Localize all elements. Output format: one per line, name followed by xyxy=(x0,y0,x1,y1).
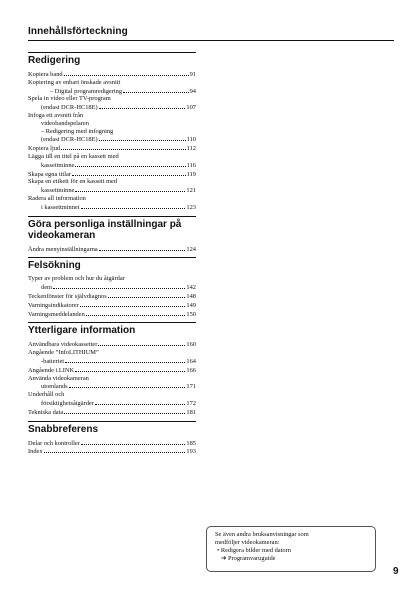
toc-section-title: Snabbreferens xyxy=(28,421,196,435)
info-box xyxy=(206,526,376,572)
info-box-arrow-line: ➔ Programvaruguide xyxy=(221,555,276,562)
toc-section-title: Redigering xyxy=(28,52,196,66)
toc-leader-dots xyxy=(65,357,185,363)
toc-section-title: Göra personliga inställningar på videokameran xyxy=(28,216,196,241)
toc-page-number: 142 xyxy=(186,284,196,292)
toc-leader-dots xyxy=(75,366,185,372)
toc-leader-dots xyxy=(98,340,185,346)
toc-page-number: 185 xyxy=(186,439,196,447)
toc-leader-dots xyxy=(75,161,185,167)
toc-leader-dots xyxy=(64,70,189,76)
toc-entry-text: Teckenfönster för självdiagnos xyxy=(28,292,107,300)
toc-entry[interactable] xyxy=(28,349,196,366)
toc-entry[interactable] xyxy=(28,292,196,301)
toc-page-number: 193 xyxy=(186,448,196,456)
toc-entry[interactable] xyxy=(28,275,196,292)
toc-entry[interactable] xyxy=(28,195,196,212)
toc-page-number: 121 xyxy=(186,187,196,195)
toc-entry[interactable] xyxy=(28,391,196,408)
toc-entry-text: Kopiera band xyxy=(28,71,63,78)
toc-leader-dots xyxy=(99,245,186,251)
toc-leader-dots xyxy=(69,382,186,388)
toc-page-number: 112 xyxy=(186,145,196,153)
toc-page-number: 181 xyxy=(186,408,196,416)
toc-entry-text: Radera all information xyxy=(28,194,86,202)
toc-entry-text: dem xyxy=(41,284,53,292)
toc-entry[interactable] xyxy=(28,310,196,319)
toc-entry[interactable] xyxy=(28,245,196,254)
toc-entry-text: Varningsmeddelanden xyxy=(28,310,85,318)
toc-page-number: 123 xyxy=(186,203,196,211)
toc-entry-text: (endast DCR-HC18E) xyxy=(41,104,98,112)
toc-entry[interactable] xyxy=(28,112,196,144)
toc-page-number: 171 xyxy=(186,383,196,391)
toc-entry-text: i kassettminnet xyxy=(41,203,80,211)
toc-entry-text: Spela in video eller TV-program xyxy=(28,95,111,103)
toc-leader-dots xyxy=(80,301,186,307)
toc-entry[interactable] xyxy=(28,340,196,349)
toc-entry[interactable] xyxy=(28,170,196,179)
toc-entry-text: Använda videokameran xyxy=(28,374,89,382)
toc-page-number: 116 xyxy=(186,161,196,169)
toc-entry[interactable] xyxy=(28,366,196,375)
toc-page-number: 172 xyxy=(186,399,196,407)
toc-entry-text: (endast DCR-HC18E) xyxy=(41,136,98,144)
page-header xyxy=(28,26,394,41)
toc-entry[interactable] xyxy=(28,95,196,112)
toc-entry[interactable] xyxy=(28,70,196,79)
toc-entry-text: Index xyxy=(28,448,43,456)
toc-section xyxy=(28,322,196,416)
toc-page-number: 164 xyxy=(186,357,196,365)
toc-leader-dots xyxy=(95,399,186,405)
toc-page-number: 166 xyxy=(186,366,196,374)
toc-section xyxy=(28,257,196,318)
toc-entry[interactable] xyxy=(28,439,196,448)
toc-entry-text: Typer av problem och hur du åtgärdar xyxy=(28,275,125,283)
toc-entry-text: – Digital programredigering xyxy=(50,87,123,95)
toc-leader-dots xyxy=(123,87,189,93)
page-header-title: Innehållsförteckning xyxy=(28,26,128,37)
toc-entry-text: Lägga till en titel på en kassett med xyxy=(28,152,119,160)
toc-entry-text: Delar och kontroller xyxy=(28,439,80,447)
toc-entry-text: kassettminne xyxy=(41,161,75,169)
toc-entry-text: – Redigering med infogning xyxy=(41,127,114,135)
toc-entry-text: Underhåll och xyxy=(28,391,65,399)
toc-page-number: 91 xyxy=(189,71,196,78)
toc-page-number: 160 xyxy=(186,341,196,349)
toc-leader-dots xyxy=(64,408,185,414)
toc-leader-dots xyxy=(81,203,186,209)
toc-page-number: 94 xyxy=(189,87,196,95)
toc-page-number: 148 xyxy=(186,292,196,300)
toc-page-number: 110 xyxy=(186,136,196,144)
toc-section xyxy=(28,421,196,457)
info-box-line: Se även andra bruksanvisningar som xyxy=(215,531,309,538)
toc-section-title: Ytterligare information xyxy=(28,322,196,336)
toc-entry-text: -batteriet xyxy=(41,357,65,365)
toc-leader-dots xyxy=(44,447,186,453)
info-box-line: medföljer videokameran: xyxy=(215,539,280,546)
toc-entry-text: försiktighetsåtgärder xyxy=(41,399,94,407)
toc-leader-dots xyxy=(75,186,185,192)
toc-leader-dots xyxy=(108,292,186,298)
toc-entry-text: videobandspelaren xyxy=(41,119,89,127)
toc-entry[interactable] xyxy=(28,178,196,195)
toc-entry-text: Infoga ett avsnitt från xyxy=(28,111,84,119)
toc-entry-text: Tekniska data xyxy=(28,408,64,416)
toc-page-number: 124 xyxy=(186,245,196,253)
page-number: 9 xyxy=(393,566,399,577)
toc-entry-text: Skapa egna titlar xyxy=(28,170,71,178)
toc-entry-text: utomlands xyxy=(41,383,68,391)
toc-section xyxy=(28,52,196,212)
toc-page-number: 149 xyxy=(186,301,196,309)
toc-entry[interactable] xyxy=(28,153,196,170)
toc-page-number: 150 xyxy=(186,310,196,318)
toc-page-number: 119 xyxy=(186,170,196,178)
info-box-bullet: • Redigera bilder med datorn xyxy=(217,547,291,554)
toc-section xyxy=(28,216,196,254)
toc-entry[interactable] xyxy=(28,375,196,392)
toc-leader-dots xyxy=(72,170,186,176)
toc-entry[interactable] xyxy=(28,408,196,417)
toc-leader-dots xyxy=(53,283,185,289)
toc-section-title: Felsökning xyxy=(28,257,196,271)
toc-entry[interactable] xyxy=(28,301,196,310)
toc-leader-dots xyxy=(99,135,186,141)
toc-entry[interactable] xyxy=(28,144,196,153)
toc-entry-text: Skapa en etikett för en kassett med xyxy=(28,178,118,186)
toc-entry-text: Varningsindikatorer xyxy=(28,301,79,309)
toc-leader-dots xyxy=(81,439,186,445)
toc-entry-text: Kopiering av enbart önskade avsnitt xyxy=(28,78,121,86)
toc-page-number: 107 xyxy=(186,104,196,112)
toc-entry-text: Angående ”InfoLITHIUM” xyxy=(28,349,99,357)
toc-leader-dots xyxy=(61,144,186,150)
toc-leader-dots xyxy=(99,103,186,109)
toc-entry-text: Användbara videokassetter xyxy=(28,341,98,349)
toc-entry[interactable] xyxy=(28,79,196,96)
toc-entry-text: Angående i.LINK xyxy=(28,366,75,374)
toc-entry-text: kassettminne xyxy=(41,187,75,195)
table-of-contents xyxy=(28,52,196,460)
toc-leader-dots xyxy=(86,310,186,316)
toc-entry-text: Kopiera ljud xyxy=(28,145,61,153)
toc-entry[interactable] xyxy=(28,447,196,456)
toc-entry-text: Ändra menyinställningarna xyxy=(28,245,98,253)
